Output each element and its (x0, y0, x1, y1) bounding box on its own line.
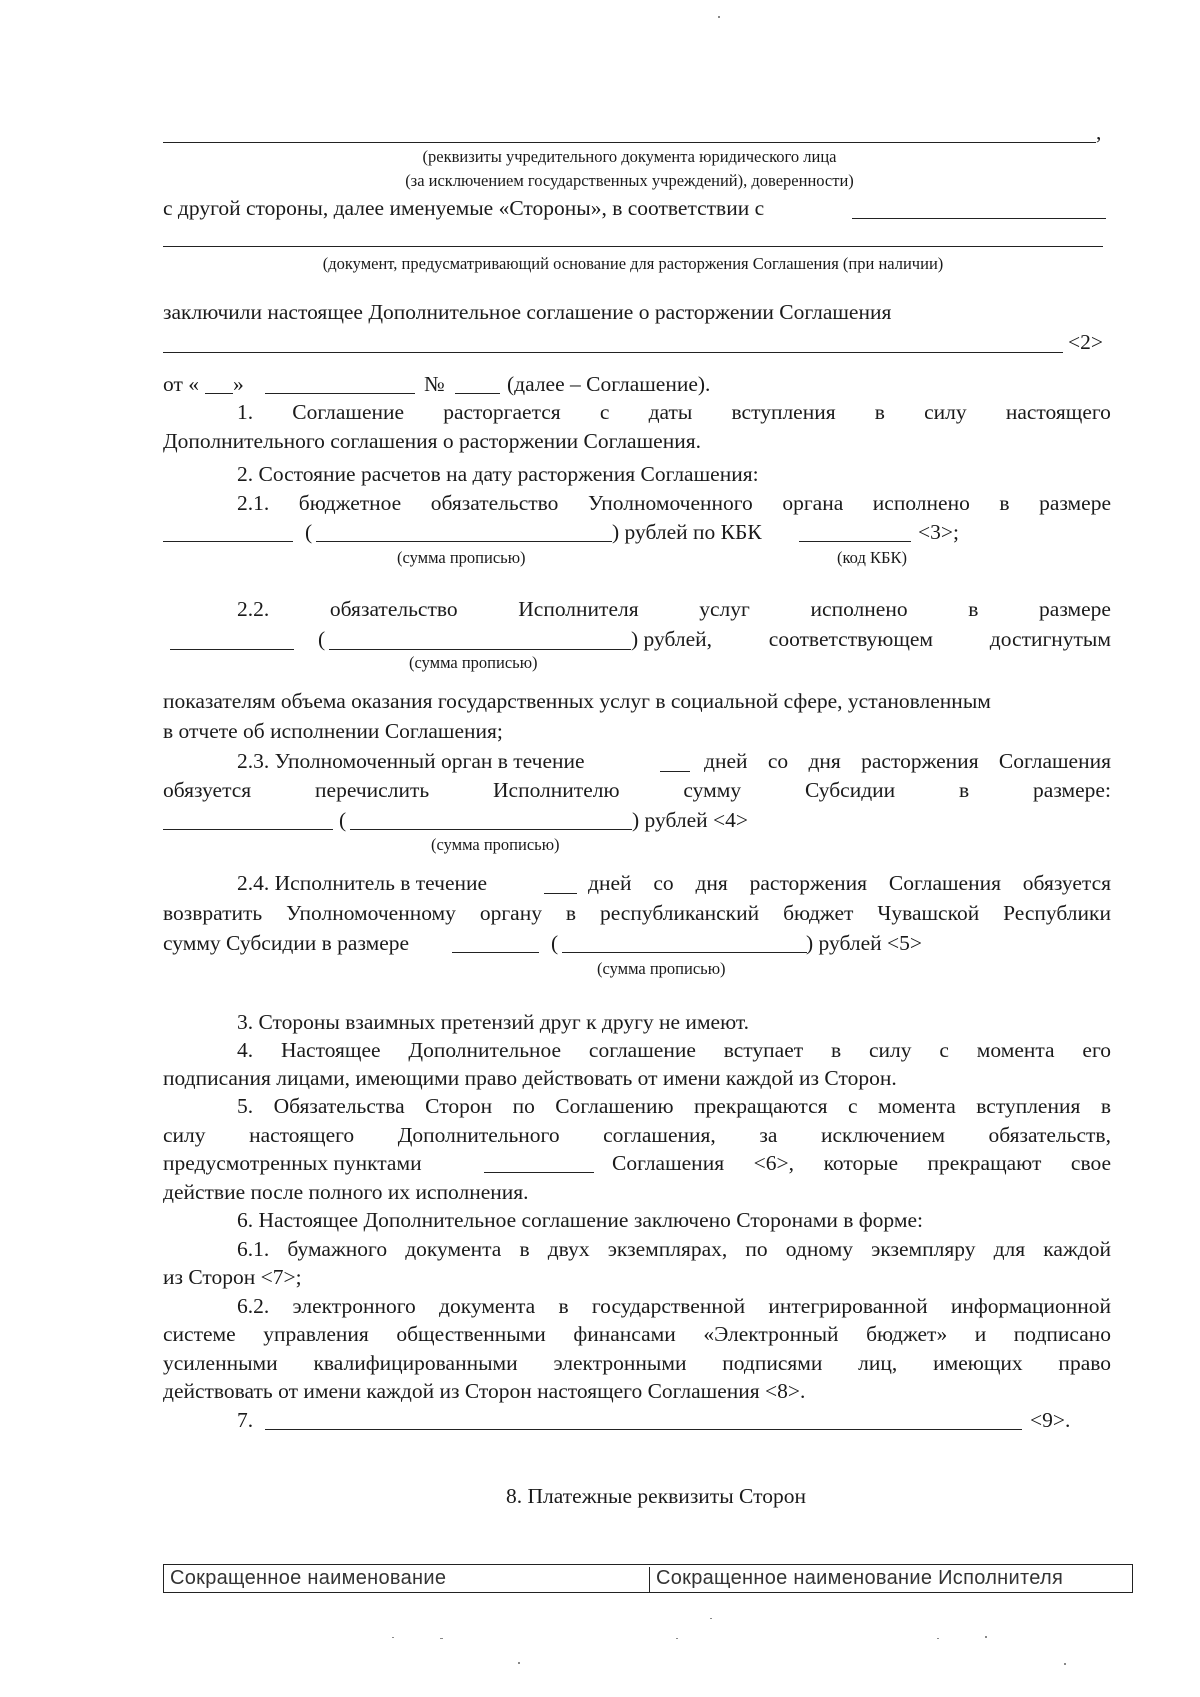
p1-line2: Дополнительного соглашения о расторжении Соглашения. (163, 429, 701, 453)
p22-rub-line (631, 625, 1111, 653)
p21-rub: ) рублей по КБК (612, 520, 762, 544)
concluded-text: заключили настоящее Дополнительное соглашение о расторжении Соглашения (163, 300, 892, 324)
p22-amount-line (170, 649, 294, 650)
requisites-table-header (163, 1564, 1133, 1593)
p1-word: расторгается (443, 400, 561, 424)
p22-line1 (237, 595, 1111, 623)
p1-word: с (599, 400, 610, 424)
caption-basis: (документ, предусматривающий основание для расторжения Соглашения (при наличии) (322, 254, 944, 273)
p23-line1-b: дней со дня расторжения Соглашения (704, 749, 1111, 773)
p22-rub-word: достигнутым (989, 627, 1111, 651)
p23-word: перечислить (315, 778, 430, 802)
other-party-text: с другой стороны, далее именуемые «Стороны», в соответствии с (163, 196, 765, 220)
p24-line1-b: дней со дня расторжения Соглашения обязуется (588, 871, 1111, 895)
p4-line1: 4. Настоящее Дополнительное соглашение вступает в силу с момента его (237, 1038, 1111, 1062)
p5-word: настоящего (249, 1123, 355, 1147)
from-prefix: от « (163, 372, 199, 396)
p23-days-line (660, 771, 690, 772)
p24-amount-line (452, 952, 539, 953)
p1-word: 1. (237, 400, 254, 424)
caption-requisites-line2: (за исключением государственных учреждений), доверенности) (405, 171, 854, 190)
p5-word: обязательств, (988, 1123, 1111, 1147)
p6-text: 6. Настоящее Дополнительное соглашение заключено Сторонами в форме: (237, 1208, 923, 1232)
basis-line-1 (852, 218, 1106, 219)
p1-word: Соглашение (292, 400, 405, 424)
p22-caption-sum: (сумма прописью) (409, 653, 538, 672)
p24-words-line (562, 952, 807, 953)
p23-open: ( (339, 808, 347, 832)
p62-line4: действовать от имени каждой из Сторон настоящего Соглашения <8>. (163, 1379, 806, 1403)
caption-requisites-line1: (реквизиты учредительного документа юридического лица (422, 147, 837, 166)
section-8-title: 8. Платежные реквизиты Сторон (506, 1484, 806, 1508)
scan-speck (440, 1638, 443, 1639)
p22-word: в (968, 597, 979, 621)
p5-line2 (163, 1121, 1111, 1149)
p24-days-line (544, 893, 577, 894)
p5-word: исключением (820, 1123, 945, 1147)
p62-line1: 6.2. электронного документа в государственной интегрированной информационной (237, 1294, 1111, 1318)
from-mid: » (233, 372, 244, 396)
p24-line2: возвратить Уполномоченному органу в республиканский бюджет Чувашской Республики (163, 901, 1111, 925)
requisites-line (163, 142, 1096, 143)
p3-text: 3. Стороны взаимных претензий друг к другу не имеют. (237, 1010, 750, 1034)
p5-word: соглашения, (603, 1123, 716, 1147)
p23-line2 (163, 776, 1111, 804)
table-cell-left: Сокращенное наименование (170, 1567, 447, 1589)
p22-word: Исполнителя (518, 597, 639, 621)
p21-words-line (316, 541, 612, 542)
p22-open: ( (318, 627, 326, 651)
p24-line3-a: сумму Субсидии в размере (163, 931, 410, 955)
p22-word: обязательство (329, 597, 458, 621)
p22-rub-word: соответствующем (768, 627, 934, 651)
p5-word: за (759, 1123, 778, 1147)
p24-open: ( (551, 931, 559, 955)
p23-word: сумму (683, 778, 742, 802)
p7-line (265, 1429, 1022, 1430)
p1-word: вступления (731, 400, 836, 424)
from-month-line (265, 393, 415, 394)
p24-rub: ) рублей <5> (806, 931, 923, 955)
p22-line3: показателям объема оказания государственных услуг в социальной сфере, установленным (163, 689, 991, 713)
p21-kbk-line (799, 541, 911, 542)
scan-speck (718, 16, 720, 18)
p5-word: силу (163, 1123, 206, 1147)
p1-word: даты (648, 400, 693, 424)
p62-line3: усиленными квалифицированными электронными подписями лиц, имеющих право (163, 1351, 1111, 1375)
p21-caption-kbk: (код КБК) (837, 548, 907, 567)
p23-line1-a: 2.3. Уполномоченный орган в течение (237, 749, 585, 773)
from-day-line (205, 393, 233, 394)
p24-line1-a: 2.4. Исполнитель в течение (237, 871, 488, 895)
from-suffix: (далее – Соглашение). (507, 372, 711, 396)
p23-words-line (350, 829, 632, 830)
p23-caption-sum: (сумма прописью) (431, 835, 560, 854)
p21-open: ( (305, 520, 313, 544)
basis-line-2 (163, 246, 1103, 247)
table-cell-right: Сокращенное наименование Исполнителя (656, 1567, 1064, 1589)
from-number-sign: № (424, 372, 445, 396)
p21-amount-line (163, 541, 293, 542)
from-number-line (455, 393, 500, 394)
p21-line1: 2.1. бюджетное обязательство Уполномоченного органа исполнено в размере (237, 491, 1111, 515)
scan-speck (710, 1618, 712, 1619)
agreement-name-line (163, 352, 1063, 353)
p1-line1 (237, 398, 1111, 426)
p62-line2: системе управления общественными финансами «Электронный бюджет» и подписано (163, 1322, 1111, 1346)
p23-word: в (959, 778, 970, 802)
p1-word: в (874, 400, 885, 424)
p61-line2: из Сторон <7>; (163, 1265, 302, 1289)
p5-line3-a: предусмотренных пунктами (163, 1151, 422, 1175)
p23-rub: ) рублей <4> (632, 808, 749, 832)
p2-text: 2. Состояние расчетов на дату расторжения Соглашения: (237, 462, 759, 486)
p22-words-line (329, 649, 631, 650)
scan-speck (676, 1638, 678, 1639)
note-2: <2> (1068, 330, 1104, 354)
p5-line1: 5. Обязательства Сторон по Соглашению прекращаются с момента вступления в (237, 1094, 1111, 1118)
p7-number: 7. (237, 1408, 254, 1432)
p21-caption-sum: (сумма прописью) (397, 548, 526, 567)
p23-word: размере: (1033, 778, 1111, 802)
p23-amount-line (163, 829, 333, 830)
p5-line4: действие после полного их исполнения. (163, 1180, 529, 1204)
scan-speck (937, 1638, 939, 1639)
p22-rub-word: ) рублей, (631, 627, 713, 651)
scan-speck (392, 1637, 394, 1638)
scan-speck (985, 1636, 987, 1638)
p23-word: обязуется (163, 778, 252, 802)
p24-caption-sum: (сумма прописью) (597, 959, 726, 978)
p5-points-line (484, 1172, 594, 1173)
p5-word: Дополнительного (397, 1123, 560, 1147)
p22-line4: в отчете об исполнении Соглашения; (163, 719, 503, 743)
scan-speck (1064, 1663, 1066, 1665)
table-divider (649, 1567, 650, 1593)
p61-line1: 6.1. бумажного документа в двух экземплярах, по одному экземпляру для каждой (237, 1237, 1111, 1261)
p1-word: настоящего (1005, 400, 1111, 424)
trailing-comma: , (1096, 120, 1102, 144)
p21-note: <3>; (918, 520, 959, 544)
p5-line3-b: Соглашения <6>, которые прекращают свое (612, 1151, 1111, 1175)
p23-word: Субсидии (804, 778, 896, 802)
p4-line2: подписания лицами, имеющими право действовать от имени каждой из Сторон. (163, 1066, 897, 1090)
p22-word: услуг (699, 597, 750, 621)
p22-word: 2.2. (237, 597, 270, 621)
p23-word: Исполнителю (493, 778, 620, 802)
scan-speck (518, 1662, 520, 1664)
p1-word: силу (924, 400, 967, 424)
p7-note: <9>. (1030, 1408, 1071, 1432)
p22-word: исполнено (810, 597, 908, 621)
p22-word: размере (1039, 597, 1111, 621)
